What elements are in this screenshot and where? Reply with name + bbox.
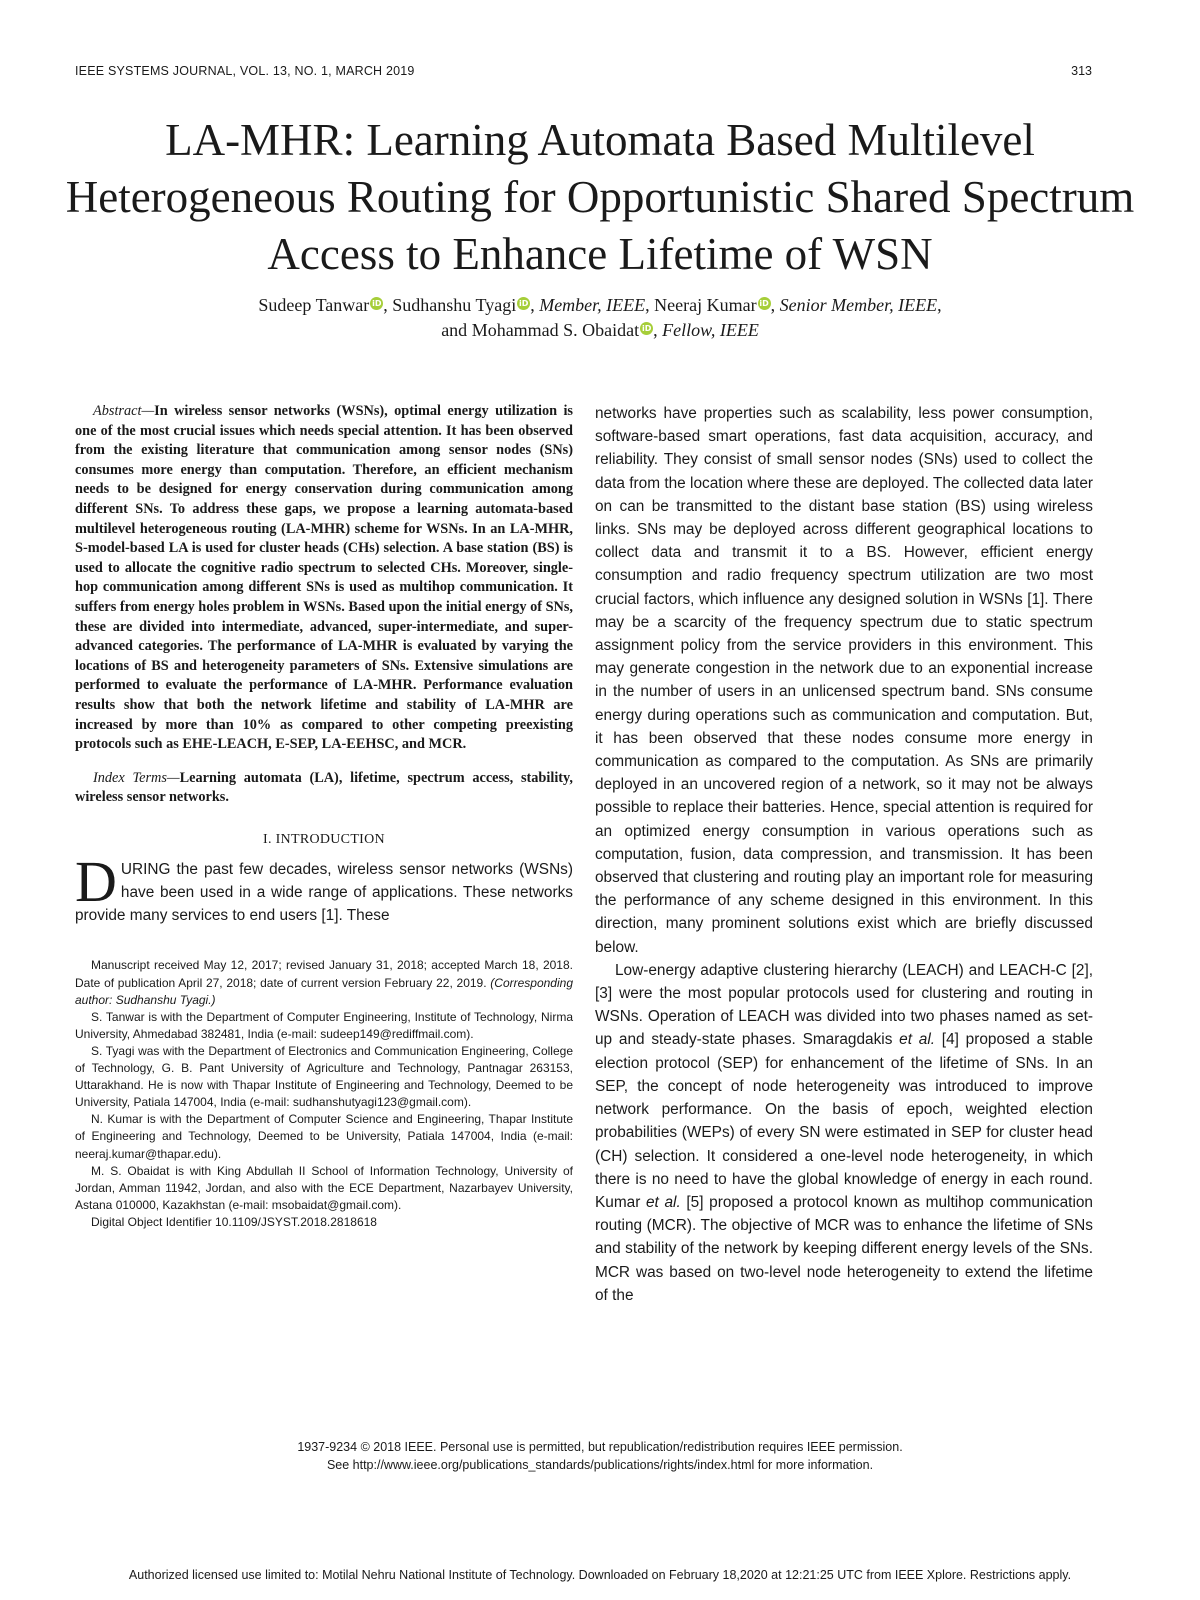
body-paragraph: Low-energy adaptive clustering hierarchy (LEACH) and LEACH-C [2], [3] were the most popular protocols used for clustering and routing in WSNs. Operation of LEACH was divided into two phases named as set-up and steady-state phases. Smaragdakis et al. [4] proposed a stable election protocol (SEP) for enhancement of the lifetime of SNs. In an SEP, the concept of node heterogeneity was introduced to improve network performance. On the basis of epoch, weighted election probabilities (WEPs) of every SN were estimated in SEP for cluster head (CH) selection. It considered a one-level node heterogeneity, in which there is no need to have the global knowledge of energy in each round. Kumar et al. [5] proposed a protocol known as multihop communication routing (MCR). The objective of MCR was to enhance the lifetime of SNs and stability of the network by keeping different energy levels of the SNs. MCR was based on two-level node heterogeneity to extend the lifetime of the: [595, 961, 1093, 1304]
abstract-text: In wireless sensor networks (WSNs), optimal energy utilization is one of the most crucial issues which needs special attention. It has been observed from the existing literature that communication among sensor nodes (SNs) consumes more energy than computation. Therefore, an efficient mechanism needs to be designed for energy conservation during communication among different SNs. To address these gaps, we propose a learning automata-based multilevel heterogeneous routing (LA-MHR) scheme for WSNs. In an LA-MHR, S-model-based LA is used for cluster heads (CHs) selection. A base station (BS) is used to allocate the cognitive radio spectrum to selected CHs. Moreover, single-hop communication among different SNs is used as multihop communication. It suffers from energy holes problem in WSNs. Based upon the initial energy of SNs, these are divided into intermediate, advanced, super-intermediate, and super-advanced categories. The performance of LA-MHR is evaluated by varying the locations of BS and heterogeneity parameters of SNs. Extensive simulations are performed to evaluate the performance of LA-MHR. Performance evaluation results show that both the network lifetime and stability of LA-MHR are increased by more than 10% as compared to other competing preexisting protocols such as EHE-LEACH, E-SEP, LA-EEHSC, and MCR.: [75, 403, 573, 753]
abstract-label: Abstract—: [93, 403, 155, 419]
author-name: Mohammad S. Obaidat: [471, 320, 640, 340]
intro-text: the past few decades, wireless sensor networks (WSNs) have been used in a wide range of applications. These networks provide many services to end users [1]. These: [75, 860, 573, 925]
page-number: 313: [1071, 64, 1092, 78]
footnote-tanwar: S. Tanwar is with the Department of Computer Engineering, Institute of Technology, Nirma University, Ahmedabad 382481, India (e-mail: sudeep149@rediffmail.com).: [75, 1009, 573, 1041]
footnote-corresponding: (Corresponding author: Sudhanshu Tyagi.): [75, 975, 573, 1007]
footnote-tyagi: S. Tyagi was with the Department of Electronics and Communication Engineering, College of Technology, G. B. Pant University of Agriculture and Technology, Pantnagar 263153, Uttarakhand. He is now with Thapar Institute of Engineering and Technology, Deemed to be University, Patiala 147004, India (e-mail: sudhanshutyagi123@gmail.com).: [75, 1043, 573, 1110]
footnote-obaidat: M. S. Obaidat is with King Abdullah II School of Information Technology, University of Jordan, Amman 11942, Jordan, and also with the ECE Department, Nazarbayev University, Astana 010000, Kazakhstan (e-mail: msobaidat@gmail.com).: [75, 1163, 573, 1212]
author-membership: Fellow, IEEE: [662, 320, 759, 340]
left-column: [75, 402, 573, 1231]
paper-title: LA-MHR: Learning Automata Based Multilevel Heterogeneous Routing for Opportunistic Shared Spectrum Access to Enhance Lifetime of WSN: [65, 115, 1135, 279]
right-column: [595, 402, 1093, 1307]
abstract: [75, 402, 573, 755]
orcid-icon[interactable]: iD: [519, 299, 529, 308]
author-list: Sudeep Tanwar iD , Sudhanshu Tyagi iD , Member, IEEE, Neeraj Kumar iD , Senior Member, IEEE, and Mohammad S. Obaidat iD , Fellow, IEEE: [258, 295, 942, 340]
footnote-kumar: N. Kumar is with the Department of Computer Science and Engineering, Thapar Institute of Engineering and Technology, Deemed to be University, Patiala 147004, India (e-mail: neeraj.kumar@thapar.edu).: [75, 1112, 573, 1161]
author-name: Sudhanshu Tyagi: [392, 295, 517, 315]
section-heading: I. INTRODUCTION: [263, 831, 385, 847]
intro-paragraph: [75, 848, 573, 928]
intro-first-word: URING: [120, 860, 171, 878]
author-name: Neeraj Kumar: [654, 295, 757, 315]
author-membership: Senior Member, IEEE: [779, 295, 938, 315]
copyright-url-line[interactable]: See http://www.ieee.org/publications_standards/publications/rights/index.html for more information.: [326, 1458, 874, 1472]
author-name: Sudeep Tanwar: [258, 295, 370, 315]
footnotes: [75, 957, 573, 1231]
index-terms-label: Index Terms—: [93, 769, 180, 786]
copyright-line: 1937-9234 © 2018 IEEE. Personal use is permitted, but republication/redistribution requires IEEE permission.: [297, 1440, 903, 1454]
drop-cap: D: [75, 848, 117, 914]
running-head: IEEE SYSTEMS JOURNAL, VOL. 13, NO. 1, MARCH 2019: [75, 64, 415, 78]
index-terms-text: Learning automata (LA), lifetime, spectrum access, stability, wireless sensor networks.: [75, 769, 573, 806]
orcid-icon[interactable]: iD: [641, 324, 652, 333]
copyright-notice: [60, 1438, 1140, 1474]
footnote-doi[interactable]: Digital Object Identifier 10.1109/JSYST.2018.2818618: [91, 1214, 377, 1229]
body-paragraph: networks have properties such as scalability, less power consumption, software-based smart operations, fast data acquisition, accuracy, and reliability. They consist of small sensor nodes (SNs) used to collect the data from the location where these are deployed. The collected data later on can be transmitted to the distant base station (BS) using wireless links. SNs may be deployed across different geographical locations to collect data and transmit it to a BS. However, efficient energy consumption and radio frequency spectrum utilization are two most crucial factors, which influence any designed solution in WSNs [1]. There may be a scarcity of the frequency spectrum due to static spectrum assignment policy from the service providers in this environment. This may generate congestion in the network due to an exponential increase in the number of users in an unlicensed spectrum band. SNs consume energy during operations such as communication and computation. But, it has been observed that these nodes consume more energy in communication as compared to the computation. As SNs are primarily deployed in an uncovered region of a network, so it may not be always possible to replace their batteries. Hence, special attention is required for an optimized energy consumption in various operations such as computation, fusion, data compression, and transmission. It has been observed that clustering and routing play an important role for measuring the performance of any scheme designed in this environment. In this direction, many prominent solutions exist which are briefly discussed below.: [595, 405, 1093, 956]
authorized-use-banner: Authorized licensed use limited to: Motilal Nehru National Institute of Technology. Downloaded on February 18,2020 at 12:21:25 UTC from IEEE Xplore. Restrictions apply.: [128, 1568, 1072, 1582]
author-membership: Member, IEEE: [539, 295, 646, 315]
orcid-icon[interactable]: iD: [759, 299, 769, 308]
index-terms: [75, 769, 573, 808]
footnote-manuscript: Manuscript received May 12, 2017; revised January 31, 2018; accepted March 18, 2018. Date of publication April 27, 2018; date of current version February 22, 2019. (Corresponding author: Sudhanshu Tyagi.): [75, 958, 573, 1007]
orcid-icon[interactable]: iD: [372, 299, 382, 308]
